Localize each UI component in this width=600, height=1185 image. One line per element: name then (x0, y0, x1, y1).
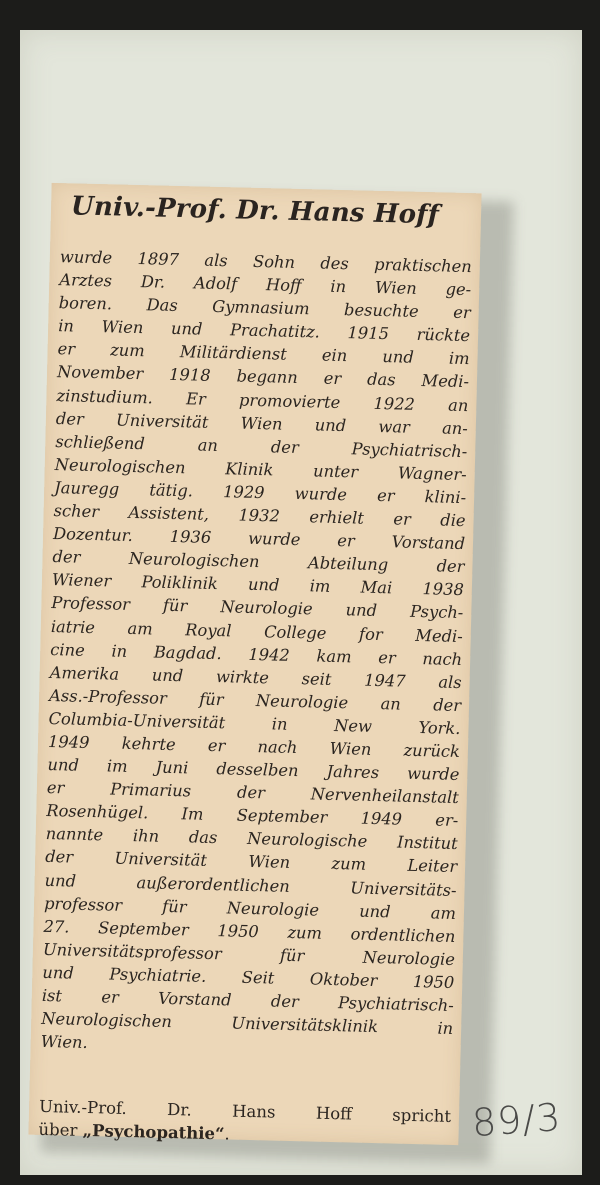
body-line: Arztes Dr. Adolf Hoff in Wien ge- (59, 270, 472, 300)
body-line: Columbia-Universität in New York. (48, 708, 461, 738)
body-line: der Neurologischen Abteilung der (52, 547, 465, 577)
body-line: und Psychiatrie. Seit Oktober 1950 (42, 962, 455, 992)
body-line: Wien. (40, 1032, 88, 1053)
body-line: Professor für Neurologie und Psych- (51, 593, 464, 623)
body-line: Wiener Poliklinik und im Mai 1938 (51, 570, 465, 600)
handwritten-archive-number: 89/3 (470, 1094, 563, 1146)
body-line: ist er Vorstand der Psychiatrisch- (41, 985, 454, 1015)
body-line: 1949 kehrte er nach Wien zurück (47, 731, 461, 761)
body-line: iatrie am Royal College for Medi- (50, 616, 463, 646)
body-line: Jauregg tätig. 1929 wurde er klini- (54, 477, 467, 508)
body-line: er Primarius der Nervenheilanstalt (46, 778, 460, 808)
body-line: und im Juni desselben Jahres wurde (47, 755, 460, 785)
body-line: professor für Neurologie und am (43, 893, 457, 923)
body-line: der Universität Wien und war an- (55, 408, 469, 438)
body-line: zinstudium. Er promovierte 1922 an (56, 385, 469, 415)
body-line: Neurologischen Klinik unter Wagner- (54, 454, 467, 484)
body-line: November 1918 begann er das Medi- (56, 362, 470, 392)
footer-topic: „Psychopathie“ (82, 1120, 225, 1144)
body-line: Ass.-Professor für Neurologie an der (48, 685, 462, 715)
body-line: scher Assistent, 1932 erhielt er die (53, 501, 466, 531)
newspaper-clipping (28, 183, 481, 1145)
body-line: Rosenhügel. Im September 1949 er- (46, 801, 459, 831)
body-line: Amerika und wirkte seit 1947 als (49, 662, 462, 692)
body-line: cine in Bagdad. 1942 kam er nach (50, 639, 463, 669)
body-line: in Wien und Prachatitz. 1915 rückte (57, 316, 471, 346)
body-line: er zum Militärdienst ein und im (57, 339, 470, 369)
body-line: Dozentur. 1936 wurde er Vorstand (52, 524, 466, 554)
body-line: nannte ihn das Neurologische Institut (45, 824, 458, 854)
body-line: schließend an der Psychiatrisch- (55, 431, 468, 461)
body-line: Neurologischen Universitätsklinik in (41, 1008, 454, 1039)
clipping-headline: Univ.-Prof. Dr. Hans Hoff (70, 191, 440, 231)
clipping-body (40, 245, 472, 1063)
body-line: 27. September 1950 zum ordentlichen (43, 916, 456, 946)
body-line: der Universität Wien zum Leiter (44, 847, 458, 877)
body-line: wurde 1897 als Sohn des praktischen (59, 247, 473, 277)
body-line: und außerordentlichen Universitäts- (44, 870, 457, 900)
body-line: boren. Das Gymnasium besuchte er (58, 293, 471, 323)
body-line: Universitätsprofessor für Neurologie (42, 939, 456, 969)
footer-prefix: über (38, 1119, 83, 1140)
footer-line: Univ.-Prof. Dr. Hans Hoff spricht (38, 1096, 452, 1126)
footer-suffix: . (224, 1124, 231, 1144)
